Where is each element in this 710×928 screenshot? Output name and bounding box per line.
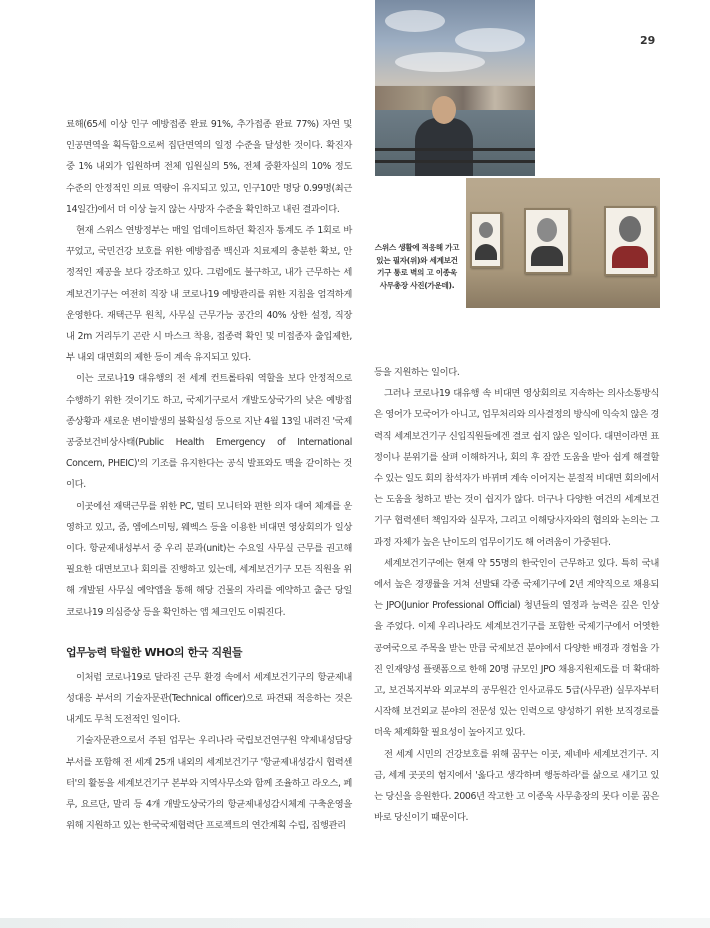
paragraph: 이곳에선 재택근무를 위한 PC, 멀티 모니터와 편한 의자 대여 체계를 운영하고 있고, 줌, 엠에스미팅, 웨벡스 등을 이용한 비대면 영상회의가 일상이다. 항균제내성부서 중 우리 분과(unit)는 수요일 사무실 근무를 권고해 필요한 대면보고나 회의를 진행하고 있는데, 세계보건기구 모든 직원을 위해 개발된 사무실 예약앱을 통해 해당 건물의 자리를 예약하고 출근 당일 코로나19 의심증상 등을 확인하는 앱 체크인도 이뤄진다. [66, 500, 352, 618]
right-column [374, 362, 659, 828]
paragraph: 등을 지원하는 일이다. [374, 367, 460, 378]
photo-caption: 스위스 생활에 적응해 가고 있는 필자(위)와 세계보건기구 통로 벽의 고 이종욱 사무총장 사진(가운데). [374, 243, 460, 290]
paragraph: 료해(65세 이상 인구 예방접종 완료 91%, 추가접종 완료 77%) 자연 및 인공면역을 획득함으로써 집단면역의 일정 수준을 달성한 것이다. 확진자 중 1% 내외가 입원하며 전체 입원실의 5%, 전체 중환자실의 10% 정도 수준의 안정적인 의료 역량이 유지되고 있고, 인구10만 명당 0.99명(최근 14일간)에서 더 이상 늘지 않는 사망자 수준을 확인하고 내린 결과이다. [66, 119, 352, 215]
paragraph: 기술자문관으로서 주된 업무는 우리나라 국립보건연구원 약제내성담당부서를 포함해 전 세계 25개 내외의 세계보건기구 '항균제내성감시 협력센터'의 활동을 세계보건기구 본부와 지역사무소와 함께 조율하고 라오스, 페루, 요르단, 말리 등 4개 개발도상국가의 항균제내성감시체계 구축운영을 위해 지원하고 있는 한국국제협력단 프로젝트의 연간계획 수립, 집행관리 [66, 735, 352, 832]
paragraph: 현재 스위스 연방정부는 매일 업데이트하던 확진자 통계도 주 1회로 바꾸었고, 국민건강 보호를 위한 예방접종 백신과 치료제의 충분한 확보, 안정적인 제공을 보다 강조하고 있다. 그럼에도 불구하고, 내가 근무하는 세계보건기구는 여전히 직장 내 코로나19 예방관리를 위한 지침을 엄격하게 운영한다. 재택근무 원칙, 사무실 근무가능 공간의 40% 상한 설정, 직장 내 2m 거리두기 곤란 시 마스크 착용, 접종력 확인 및 미접종자 출입제한, 부 내외 대면회의 제한 등이 계속 유지되고 있다. [66, 225, 352, 364]
section-heading: 업무능력 탁월한 WHO의 한국 직원들 [66, 645, 243, 659]
left-column [66, 114, 352, 837]
photo-portraits-wall [466, 178, 660, 308]
paragraph: 이는 코로나19 대유행의 전 세계 컨트롤타워 역할을 보다 안정적으로 수행하기 위한 것이기도 하고, 국제기구로서 개발도상국가의 낮은 예방접종상황과 새로운 변이발생의 불확실성 등으로 지난 4월 13일 내려진 '국제공중보건비상사태(Public Health Emergency of International Concern, PHEIC)'의 기조를 유지한다는 공식 발표와도 맥을 같이하는 것이다. [66, 373, 352, 491]
photo-author-geneva [375, 0, 535, 176]
paragraph: 세계보건기구에는 현재 약 55명의 한국인이 근무하고 있다. 특히 국내에서 높은 경쟁률을 거쳐 선발돼 각종 국제기구에 2년 계약직으로 채용되는 JPO(Junior Professional Official) 청년들의 열정과 능력은 깊은 인상을 주었다. 이제 우리나라도 세계보건기구를 포함한 국제기구에서 어엿한 공여국으로 주목을 받는 만큼 국제보건 분야에서 다양한 배경과 경험을 가진 인재양성 플랫폼으로 한해 20명 규모인 JPO 채용지원제도를 더 확대하고, 보건복지부와 외교부의 공무원간 인사교류도 5급(사무관) 실무자부터 시작해 보건외교 분야의 전문성 있는 인력으로 양성하기 위한 보직경로를 더욱 체계화할 필요성이 높아지고 있다. [374, 557, 659, 739]
footer-band [0, 918, 710, 928]
paragraph: 이처럼 코로나19로 달라진 근무 환경 속에서 세계보건기구의 항균제내성대응 부서의 기술자문관(Technical officer)으로 파견돼 적응하는 것은 내게도 무척 도전적인 일이다. [66, 671, 352, 726]
page-number: 29 [640, 34, 656, 47]
paragraph: 전 세계 시민의 건강보호를 위해 꿈꾸는 이곳, 제네바 세계보건기구. 지금, 세계 곳곳의 험지에서 '옳다고 생각하며 행동하라'를 삶으로 새기고 있는 당신을 응원한다. 2006년 작고한 고 이종욱 사무총장의 못다 이룬 꿈은 바로 당신이기 때문이다. [374, 748, 659, 824]
paragraph: 그러나 코로나19 대유행 속 비대면 영상회의로 지속하는 의사소통방식은 영어가 모국어가 아니고, 업무처리와 의사결정의 방식에 익숙치 않은 경력직 세계보건기구 신입직원들에겐 결코 쉽지 않은 일이다. 대면이라면 표정이나 분위기를 살펴 이해하거나, 회의 후 잠깐 도움을 받아 쉽게 해결할 수 있는 일도 회의 참석자가 바뀌며 계속 이어지는 분절적 비대면 회의에서는 도움을 청하고 받는 것이 쉽지가 않다. 더구나 다양한 여건의 세계보건기구 협력센터 책임자와 실무자, 그리고 이해당사자와의 협의와 논의는 그 과정 자체가 높은 난이도의 업무이기도 해 어려움이 가중된다. [374, 388, 659, 548]
